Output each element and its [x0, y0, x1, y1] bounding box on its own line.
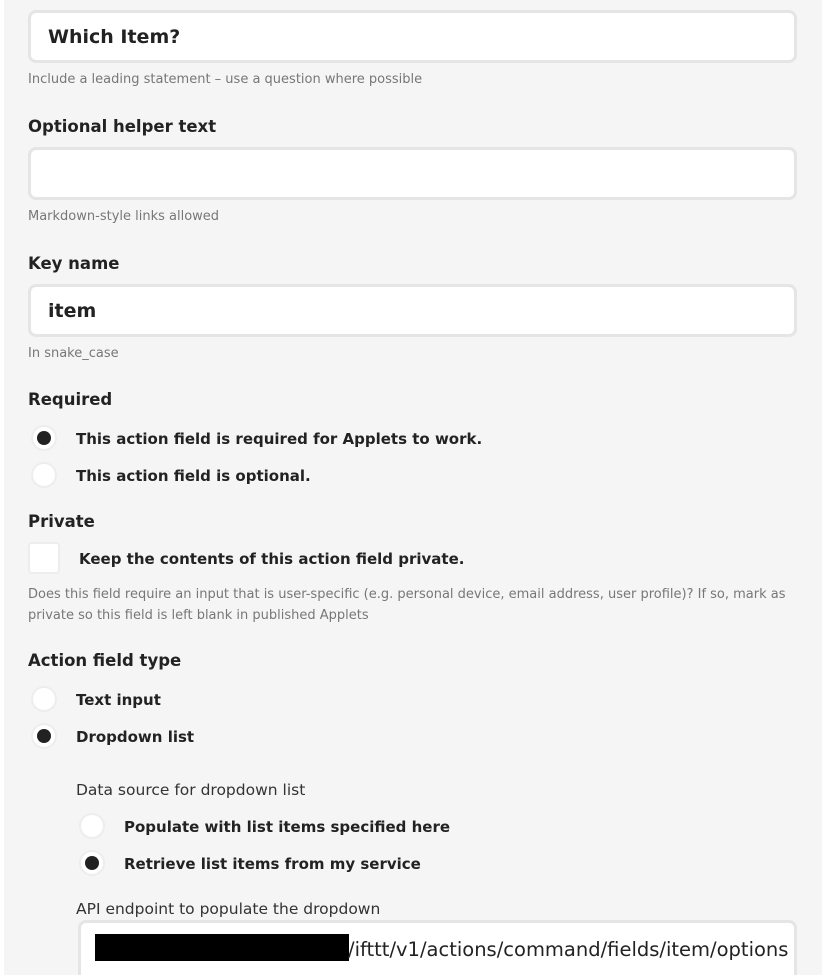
endpoint-input[interactable]: [78, 920, 797, 975]
data-source-label: Data source for dropdown list: [76, 781, 306, 799]
endpoint-label: API endpoint to populate the dropdown: [76, 900, 381, 918]
required-radio-optional[interactable]: [31, 462, 57, 488]
field-type-text-label[interactable]: Text input: [76, 691, 161, 709]
required-label: Required: [28, 390, 113, 409]
data-source-radio-specified[interactable]: [79, 813, 105, 839]
helper-text-input[interactable]: [28, 147, 797, 200]
private-description: Does this field require an input that is user-specific (e.g. personal device, email address, user profile)? If so, mark as private so this field is left blank in published Applets: [28, 587, 786, 623]
field-type-label: Action field type: [28, 651, 182, 670]
helper-text-hint: Markdown-style links allowed: [28, 209, 220, 224]
required-radio-required[interactable]: [31, 425, 57, 451]
required-option-required-label[interactable]: This action field is required for Applets to work.: [76, 430, 483, 448]
field-type-dropdown-label[interactable]: Dropdown list: [76, 728, 195, 746]
field-title-input[interactable]: [28, 10, 797, 63]
field-type-radio-text[interactable]: [31, 686, 57, 712]
key-name-input[interactable]: [28, 284, 797, 337]
private-checkbox[interactable]: [28, 542, 60, 574]
redacted-host: [95, 934, 349, 961]
data-source-radio-service[interactable]: [79, 850, 105, 876]
data-source-specified-label[interactable]: Populate with list items specified here: [124, 818, 451, 836]
endpoint-value: /ifttt/v1/actions/command/fields/item/options: [348, 937, 789, 961]
data-source-service-label[interactable]: Retrieve list items from my service: [124, 855, 421, 873]
key-name-label: Key name: [28, 254, 120, 273]
field-title-value: Which Item?: [48, 25, 181, 48]
key-name-value: item: [48, 299, 97, 322]
field-type-radio-dropdown[interactable]: [31, 723, 57, 749]
required-option-optional-label[interactable]: This action field is optional.: [76, 467, 311, 485]
key-name-hint: In snake_case: [28, 346, 119, 361]
field-title-hint: Include a leading statement – use a question where possible: [28, 72, 423, 87]
private-checkbox-label[interactable]: Keep the contents of this action field private.: [79, 550, 465, 568]
private-label: Private: [28, 512, 95, 531]
helper-text-label: Optional helper text: [28, 117, 217, 136]
